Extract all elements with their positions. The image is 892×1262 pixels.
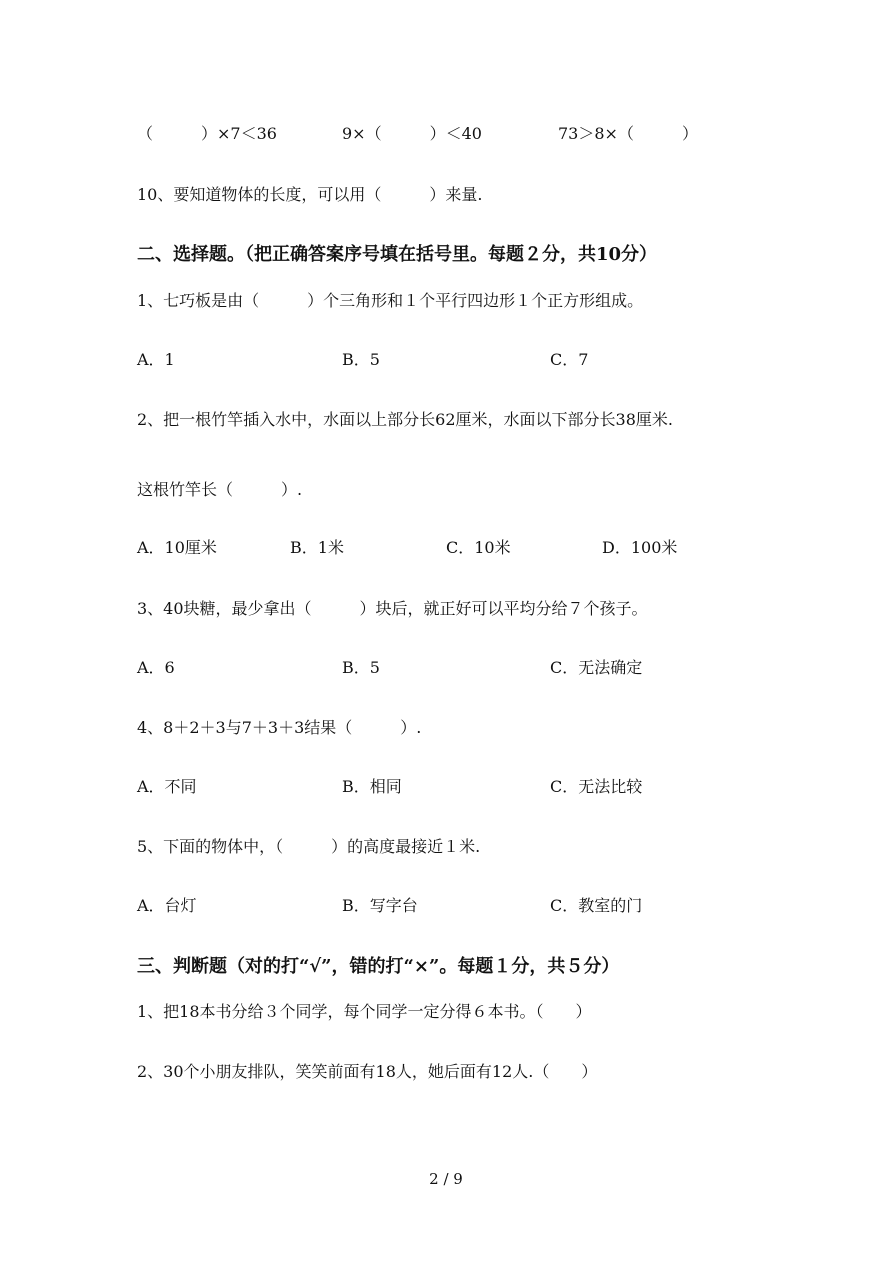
judgement-question: 1、把18本书分给３个同学，每个同学一定分得６本书。（ ） [137, 1002, 592, 1021]
question-stem: 2、把一根竹竿插入水中，水面以上部分长62厘米，水面以下部分长38厘米. [137, 410, 673, 429]
inequality-2: 9×（ ）＜40 [342, 124, 482, 143]
option-c: C．7 [550, 350, 589, 369]
page-number: 2 / 9 [429, 1170, 463, 1188]
option-c: C．无法确定 [550, 658, 643, 677]
question-stem-continued: 这根竹竿长（ ）. [137, 480, 303, 499]
option-b: B．5 [342, 658, 380, 677]
question-10: 10、要知道物体的长度，可以用（ ）来量. [137, 185, 483, 204]
option-c: C．教室的门 [550, 896, 643, 915]
option-a: A．10厘米 [137, 538, 217, 557]
option-c: C．无法比较 [550, 777, 643, 796]
option-a: A．不同 [137, 777, 197, 796]
inequality-3: 73＞8×（ ） [558, 124, 698, 143]
section-2-heading: 二、选择题。（把正确答案序号填在括号里。每题２分，共10分） [137, 244, 658, 265]
option-b: B．写字台 [342, 896, 418, 915]
option-a: A．1 [137, 350, 175, 369]
inequality-1: （ ）×7＜36 [137, 124, 277, 143]
option-a: A．6 [137, 658, 175, 677]
question-stem: 5、下面的物体中，（ ）的高度最接近１米. [137, 837, 481, 856]
option-a: A．台灯 [137, 896, 197, 915]
option-b: B．5 [342, 350, 380, 369]
question-stem: 3、40块糖，最少拿出（ ）块后，就正好可以平均分给７个孩子。 [137, 599, 648, 618]
judgement-question: 2、30个小朋友排队，笑笑前面有18人，她后面有12人.（ ） [137, 1062, 598, 1081]
option-b: B．1米 [290, 538, 344, 557]
question-stem: 1、七巧板是由（ ）个三角形和１个平行四边形１个正方形组成。 [137, 291, 644, 310]
question-stem: 4、8＋2＋3与7＋3＋3结果（ ）. [137, 718, 422, 737]
section-3-heading: 三、判断题（对的打“√”，错的打“×”。每题１分，共５分） [137, 956, 620, 977]
option-d: D．100米 [602, 538, 678, 557]
option-b: B．相同 [342, 777, 402, 796]
option-c: C．10米 [446, 538, 511, 557]
